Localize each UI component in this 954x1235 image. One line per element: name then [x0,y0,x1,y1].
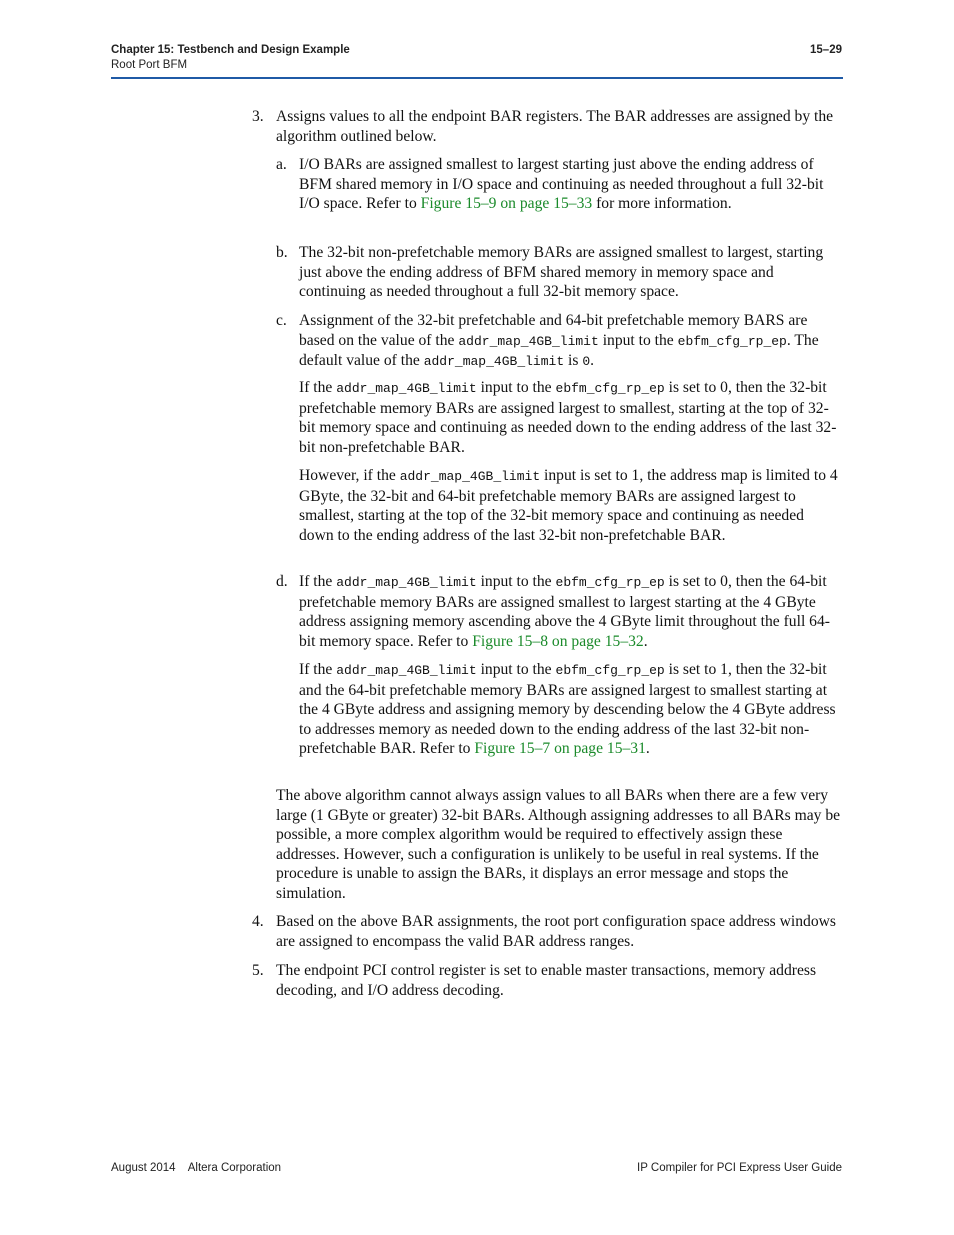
text-run: is set to 0, then the 32-bit prefetchable memory BARs are assigned largest to smallest, starting at the top of 32-bit memory space and continuing as needed down to the ending address of the last 32-bit non-prefetchable BAR. [299,379,837,456]
code-ebfm-cfg: ebfm_cfg_rp_ep [555,575,665,590]
text-run: . The default value of the [299,331,819,369]
sub-item-d-text [299,572,841,651]
footer-right: IP Compiler for PCI Express User Guide [637,1162,842,1174]
code-ebfm-cfg: ebfm_cfg_rp_ep [555,663,665,678]
header-rule [111,77,843,79]
sub-item-label: b. [276,244,288,261]
figure-15-7-link[interactable]: Figure 15–7 on page 15–31 [474,740,646,757]
text-run: input to the [598,331,678,349]
code-addr-map: addr_map_4GB_limit [458,333,599,349]
step-5-text: The endpoint PCI control register is set to enable master transactions, memory address decoding, and I/O address decoding. [276,962,817,999]
footer-left: August 2014 Altera Corporation [111,1162,282,1174]
code-addr-map: addr_map_4GB_limit [399,469,541,484]
text-run: for more information. [592,195,732,212]
code-ebfm-cfg: ebfm_cfg_rp_ep [555,381,665,396]
step-4-text: Based on the above BAR assignments, the root port configuration space address windows are assigned to encompass the valid BAR address ranges. [276,913,836,950]
step-number: 4. [252,913,264,930]
code-addr-map: addr_map_4GB_limit [336,381,477,396]
code-ebfm-cfg: ebfm_cfg_rp_ep [677,333,787,349]
step-number: 5. [252,962,264,979]
page-number: 15–29 [810,44,842,56]
text-run: If the [299,379,337,396]
sub-item-c-text [299,311,841,372]
sub-item-a-text [299,155,841,214]
text-run: If the [299,661,337,678]
text-run: However, if the [299,467,400,484]
chapter-title: Chapter 15: Testbench and Design Example [111,44,350,56]
code-addr-map: addr_map_4GB_limit [336,663,477,678]
text-run: input to the [476,661,556,678]
text-run: If the [299,573,337,590]
text-run: is set to 1, then the 32-bit and the 64-bit prefetchable memory BARs are assigned largest to smallest starting at the 4 GByte address and assigning memory by descending below the 4 GByte address to addresses memory as needed down to the ending address of the last 32-bit non-prefetchable BAR. Refer to [299,661,836,757]
step-number: 3. [252,108,264,125]
algorithm-note-text: The above algorithm cannot always assign values to all BARs when there are a few very large (1 GByte or greater) 32-bit BARs. Although assigning addresses to all BARs may be possible, a more complex algorithm would be required to effectively assign these addresses. However, such a configuration is unlikely to be useful in real systems. If the procedure is unable to assign the BARs, it displays an error message and stops the simulation. [276,787,841,902]
sub-item-c3-text [299,466,841,545]
figure-15-9-link[interactable]: Figure 15–9 on page 15–33 [420,195,593,212]
sub-item-c2-text [299,378,841,457]
text-run: . [643,632,648,650]
sub-item-label: c. [276,312,287,329]
code-zero: 0 [582,354,591,369]
text-run: . [590,352,595,369]
text-run: is set to 0, then the 64-bit prefetchable memory BARs are assigned smallest to largest starting at the 4 GByte address assigning memory ascending above the 4 GByte limit throughout the full 64-bit memory space. Refer to [299,573,830,650]
section-name: Root Port BFM [111,59,188,71]
text-run: . [645,740,650,757]
sub-item-label: a. [276,156,287,173]
text-run: input is set to 1, the address map is limited to 4 GByte, the 32-bit and 64-bit prefetchable memory BARs are assigned largest to smallest, starting at the top of the 32-bit memory space and continuing as needed down to the ending address of the last 32-bit non-prefetchable BAR. [299,467,838,544]
code-addr-map: addr_map_4GB_limit [423,354,565,369]
code-addr-map: addr_map_4GB_limit [336,575,477,590]
sub-item-b-text: The 32-bit non-prefetchable memory BARs are assigned smallest to largest, starting just above the ending address of BFM shared memory in memory space and continuing as needed throughout a full 32-bit memory space. [299,244,824,300]
text-run: I/O BARs are assigned smallest to largest starting just above the ending address of BFM shared memory in I/O space and continuing as needed throughout a full 32-bit I/O space. Refer to [299,156,824,212]
text-run: input to the [476,379,556,396]
sub-item-label: d. [276,573,288,590]
text-run: is [564,352,583,369]
sub-item-d2-text [299,660,841,759]
text-run: input to the [476,573,556,590]
text-run: Assignment of the 32-bit prefetchable and 64-bit prefetchable memory BARS are based on the value of the [299,312,808,349]
figure-15-8-link[interactable]: Figure 15–8 on page 15–32 [472,632,644,650]
step-3-text: Assigns values to all the endpoint BAR registers. The BAR addresses are assigned by the algorithm outlined below. [276,108,834,145]
